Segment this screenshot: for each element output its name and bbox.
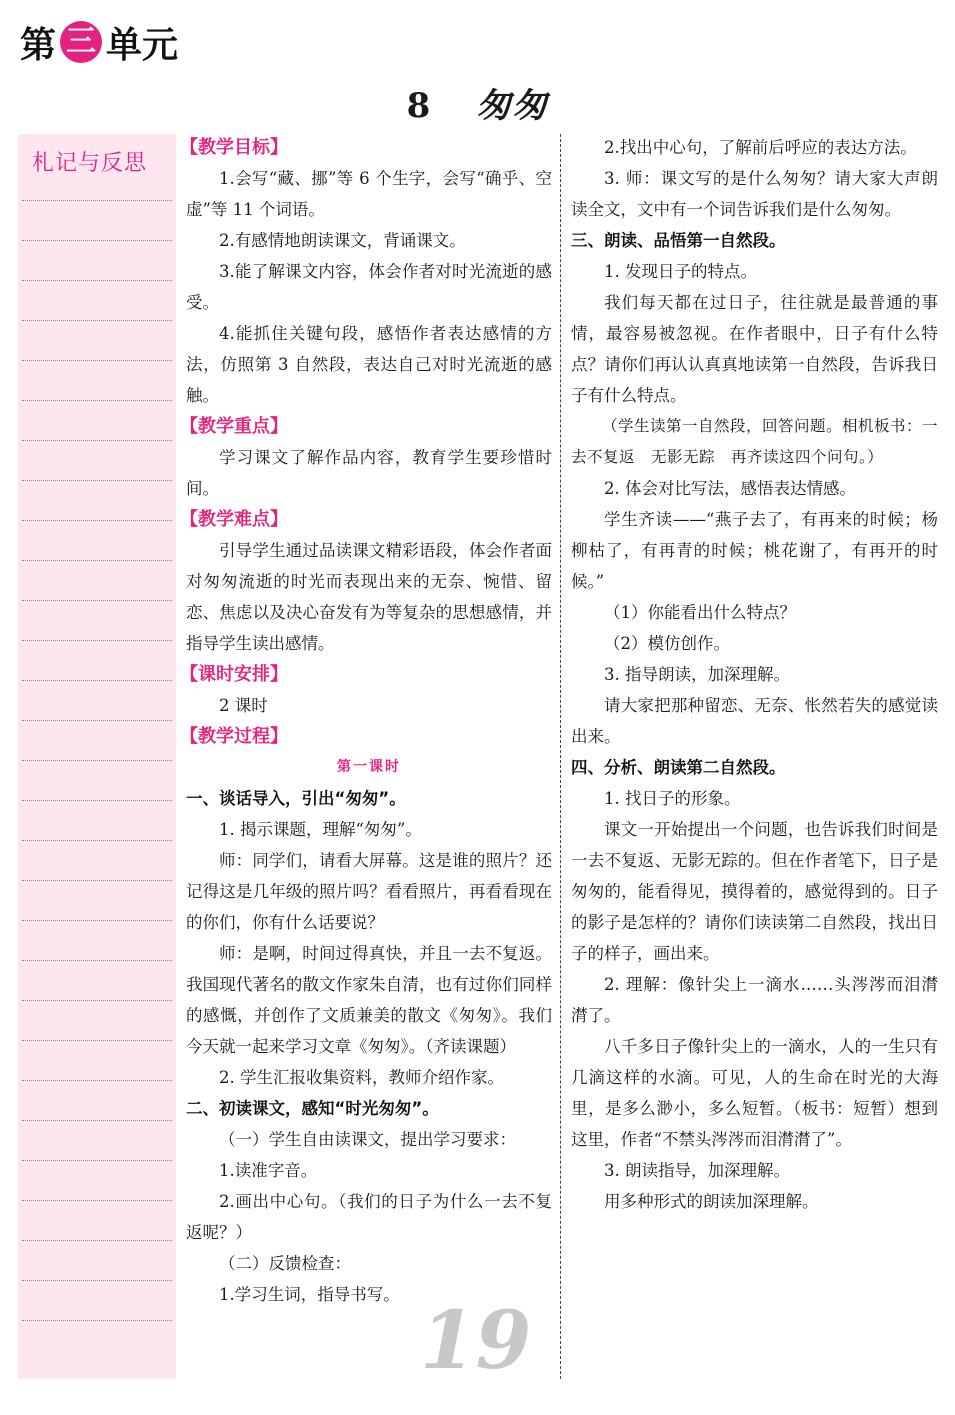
note-line: [22, 320, 172, 321]
lesson-number: 8: [406, 86, 433, 126]
paragraph: （一）学生自由读课文，提出学习要求：: [219, 1130, 516, 1149]
note-line: [22, 1320, 172, 1321]
unit-header: [20, 18, 178, 66]
schedule-heading: 【课时安排】: [180, 664, 288, 685]
paragraph: 3. 师：课文写的是什么匆匆？请大家大声朗读全文，文中有一个词告诉我们是什么匆匆。: [571, 169, 938, 219]
paragraph: （学生读第一自然段，回答问题。相机板书：一去不复返 无影无踪 再齐读这四个问句。）: [571, 417, 939, 466]
paragraph: 用多种形式的朗读加深理解。: [604, 1192, 819, 1211]
note-line: [22, 1160, 172, 1161]
paragraph: 我们每天都在过日子，往往就是最普通的事情，最容易被忽视。在作者眼中，日子有什么特点？请你们再认认真真地读第一自然段，告诉我日子有什么特点。: [571, 293, 938, 405]
paragraph: 1. 发现日子的特点。: [604, 262, 757, 281]
note-line: [22, 240, 172, 241]
paragraph: 3. 指导朗读，加深理解。: [604, 665, 790, 684]
section-title: 二、初读课文，感知“时光匆匆”。: [186, 1099, 439, 1118]
note-line: [22, 800, 172, 801]
note-line: [22, 680, 172, 681]
paragraph: 1.读准字音。: [219, 1161, 318, 1180]
paragraph: 八千多日子像针尖上的一滴水，人的一生只有几滴这样的水滴。可见，人的生命在时光的大海里，是多么渺小，多么短暂。（板书：短暂）想到这里，作者“不禁头涔涔而泪潸潸了”。: [571, 1037, 938, 1149]
note-line: [22, 440, 172, 441]
note-line: [22, 960, 172, 961]
unit-number-badge: 三: [60, 21, 102, 63]
unit-suffix: 单元: [106, 24, 179, 66]
note-line: [22, 480, 172, 481]
paragraph: 2. 体会对比写法，感悟表达情感。: [604, 479, 856, 498]
note-line: [22, 560, 172, 561]
paragraph: 3. 朗读指导，加深理解。: [604, 1161, 790, 1180]
note-line: [22, 600, 172, 601]
paragraph: （2）模仿创作。: [604, 634, 730, 653]
paragraph: 1.学习生词，指导书写。: [219, 1285, 400, 1304]
note-line: [22, 720, 172, 721]
goals-heading: 【教学目标】: [180, 137, 288, 158]
paragraph: 2.画出中心句。（我们的日子为什么一去不复返呢？）: [186, 1192, 552, 1242]
goal-item: 2.有感情地朗读课文，背诵课文。: [219, 231, 466, 250]
paragraph: （二）反馈检查：: [219, 1254, 351, 1273]
note-line: [22, 520, 172, 521]
key-points-text: 学习课文了解作品内容，教育学生要珍惜时间。: [186, 448, 552, 498]
paragraph: 师：是啊，时间过得真快，并且一去不复返。我国现代著名的散文作家朱自清，也有过你们同样的感慨，并创作了文质兼美的散文《匆匆》。我们今天就一起来学习文章《匆匆》。（齐读课题）: [186, 944, 552, 1056]
note-line: [22, 1240, 172, 1241]
note-line: [22, 1040, 172, 1041]
lesson-name: 匆匆: [476, 86, 549, 126]
note-line: [22, 640, 172, 641]
paragraph: 1. 揭示课题，理解“匆匆”。: [219, 820, 422, 839]
note-line: [22, 280, 172, 281]
paragraph: 2.找出中心句，了解前后呼应的表达方法。: [604, 138, 917, 157]
paragraph: 2. 学生汇报收集资料，教师介绍作家。: [219, 1068, 504, 1087]
page-number: 19: [420, 1293, 532, 1387]
paragraph: 学生齐读——“燕子去了，有再来的时候；杨柳枯了，有再青的时候；桃花谢了，有再开的时候。”: [571, 510, 938, 591]
paragraph: 课文一开始提出一个问题，也告诉我们时间是一去不复返、无影无踪的。但在作者笔下，日子是匆匆的，能看得见，摸得着的，感觉得到的。日子的影子是怎样的？请你们读读第二自然段，找出日子的样子，画出来。: [571, 820, 938, 963]
difficulty-heading: 【教学难点】: [180, 509, 288, 530]
process-heading: 【教学过程】: [180, 726, 288, 747]
lesson-title: [0, 78, 955, 127]
note-line: [22, 1000, 172, 1001]
note-line: [22, 840, 172, 841]
paragraph: （1）你能看出什么特点？: [604, 603, 796, 622]
note-line: [22, 360, 172, 361]
note-line: [22, 200, 172, 201]
sidebar-title: 札记与反思: [32, 151, 148, 176]
section-title: 一、谈话导入，引出“匆匆”。: [186, 789, 406, 808]
middle-column: [180, 132, 552, 1310]
note-line: [22, 880, 172, 881]
note-line: [22, 920, 172, 921]
goal-item: 3.能了解课文内容，体会作者对时光流逝的感受。: [186, 262, 552, 312]
key-points-heading: 【教学重点】: [180, 416, 288, 437]
section-title: 四、分析、朗读第二自然段。: [571, 758, 786, 777]
unit-prefix: 第: [20, 24, 57, 66]
notes-sidebar: [18, 134, 176, 1379]
note-line: [22, 760, 172, 761]
difficulty-text: 引导学生通过品读课文精彩语段，体会作者面对匆匆流逝的时光而表现出来的无奈、惋惜、留恋、焦虑以及决心奋发有为等复杂的思想感情，并指导学生读出感情。: [186, 541, 552, 653]
column-divider: [560, 134, 561, 1379]
goal-item: 4.能抓住关键句段，感悟作者表达感情的方法，仿照第 3 自然段，表达自己对时光流逝的感触。: [186, 324, 552, 405]
note-line: [22, 1200, 172, 1201]
note-line: [22, 400, 172, 401]
paragraph: 1. 找日子的形象。: [604, 789, 741, 808]
goal-item: 1.会写“藏、挪”等 6 个生字，会写“确乎、空虚”等 11 个词语。: [186, 169, 552, 219]
note-line: [22, 1080, 172, 1081]
section-title: 三、朗读、品悟第一自然段。: [571, 231, 786, 250]
period-title: 第一课时: [337, 759, 401, 775]
note-line: [22, 1280, 172, 1281]
schedule-text: 2 课时: [219, 696, 268, 715]
paragraph: 师：同学们，请看大屏幕。这是谁的照片？还记得这是几年级的照片吗？看看照片，再看看现在的你们，你有什么话要说？: [186, 851, 552, 932]
note-line: [22, 1120, 172, 1121]
paragraph: 请大家把那种留恋、无奈、怅然若失的感觉读出来。: [571, 696, 938, 746]
right-column: [571, 132, 938, 1217]
paragraph: 2. 理解：像针尖上一滴水……头涔涔而泪潸潸了。: [571, 975, 938, 1025]
